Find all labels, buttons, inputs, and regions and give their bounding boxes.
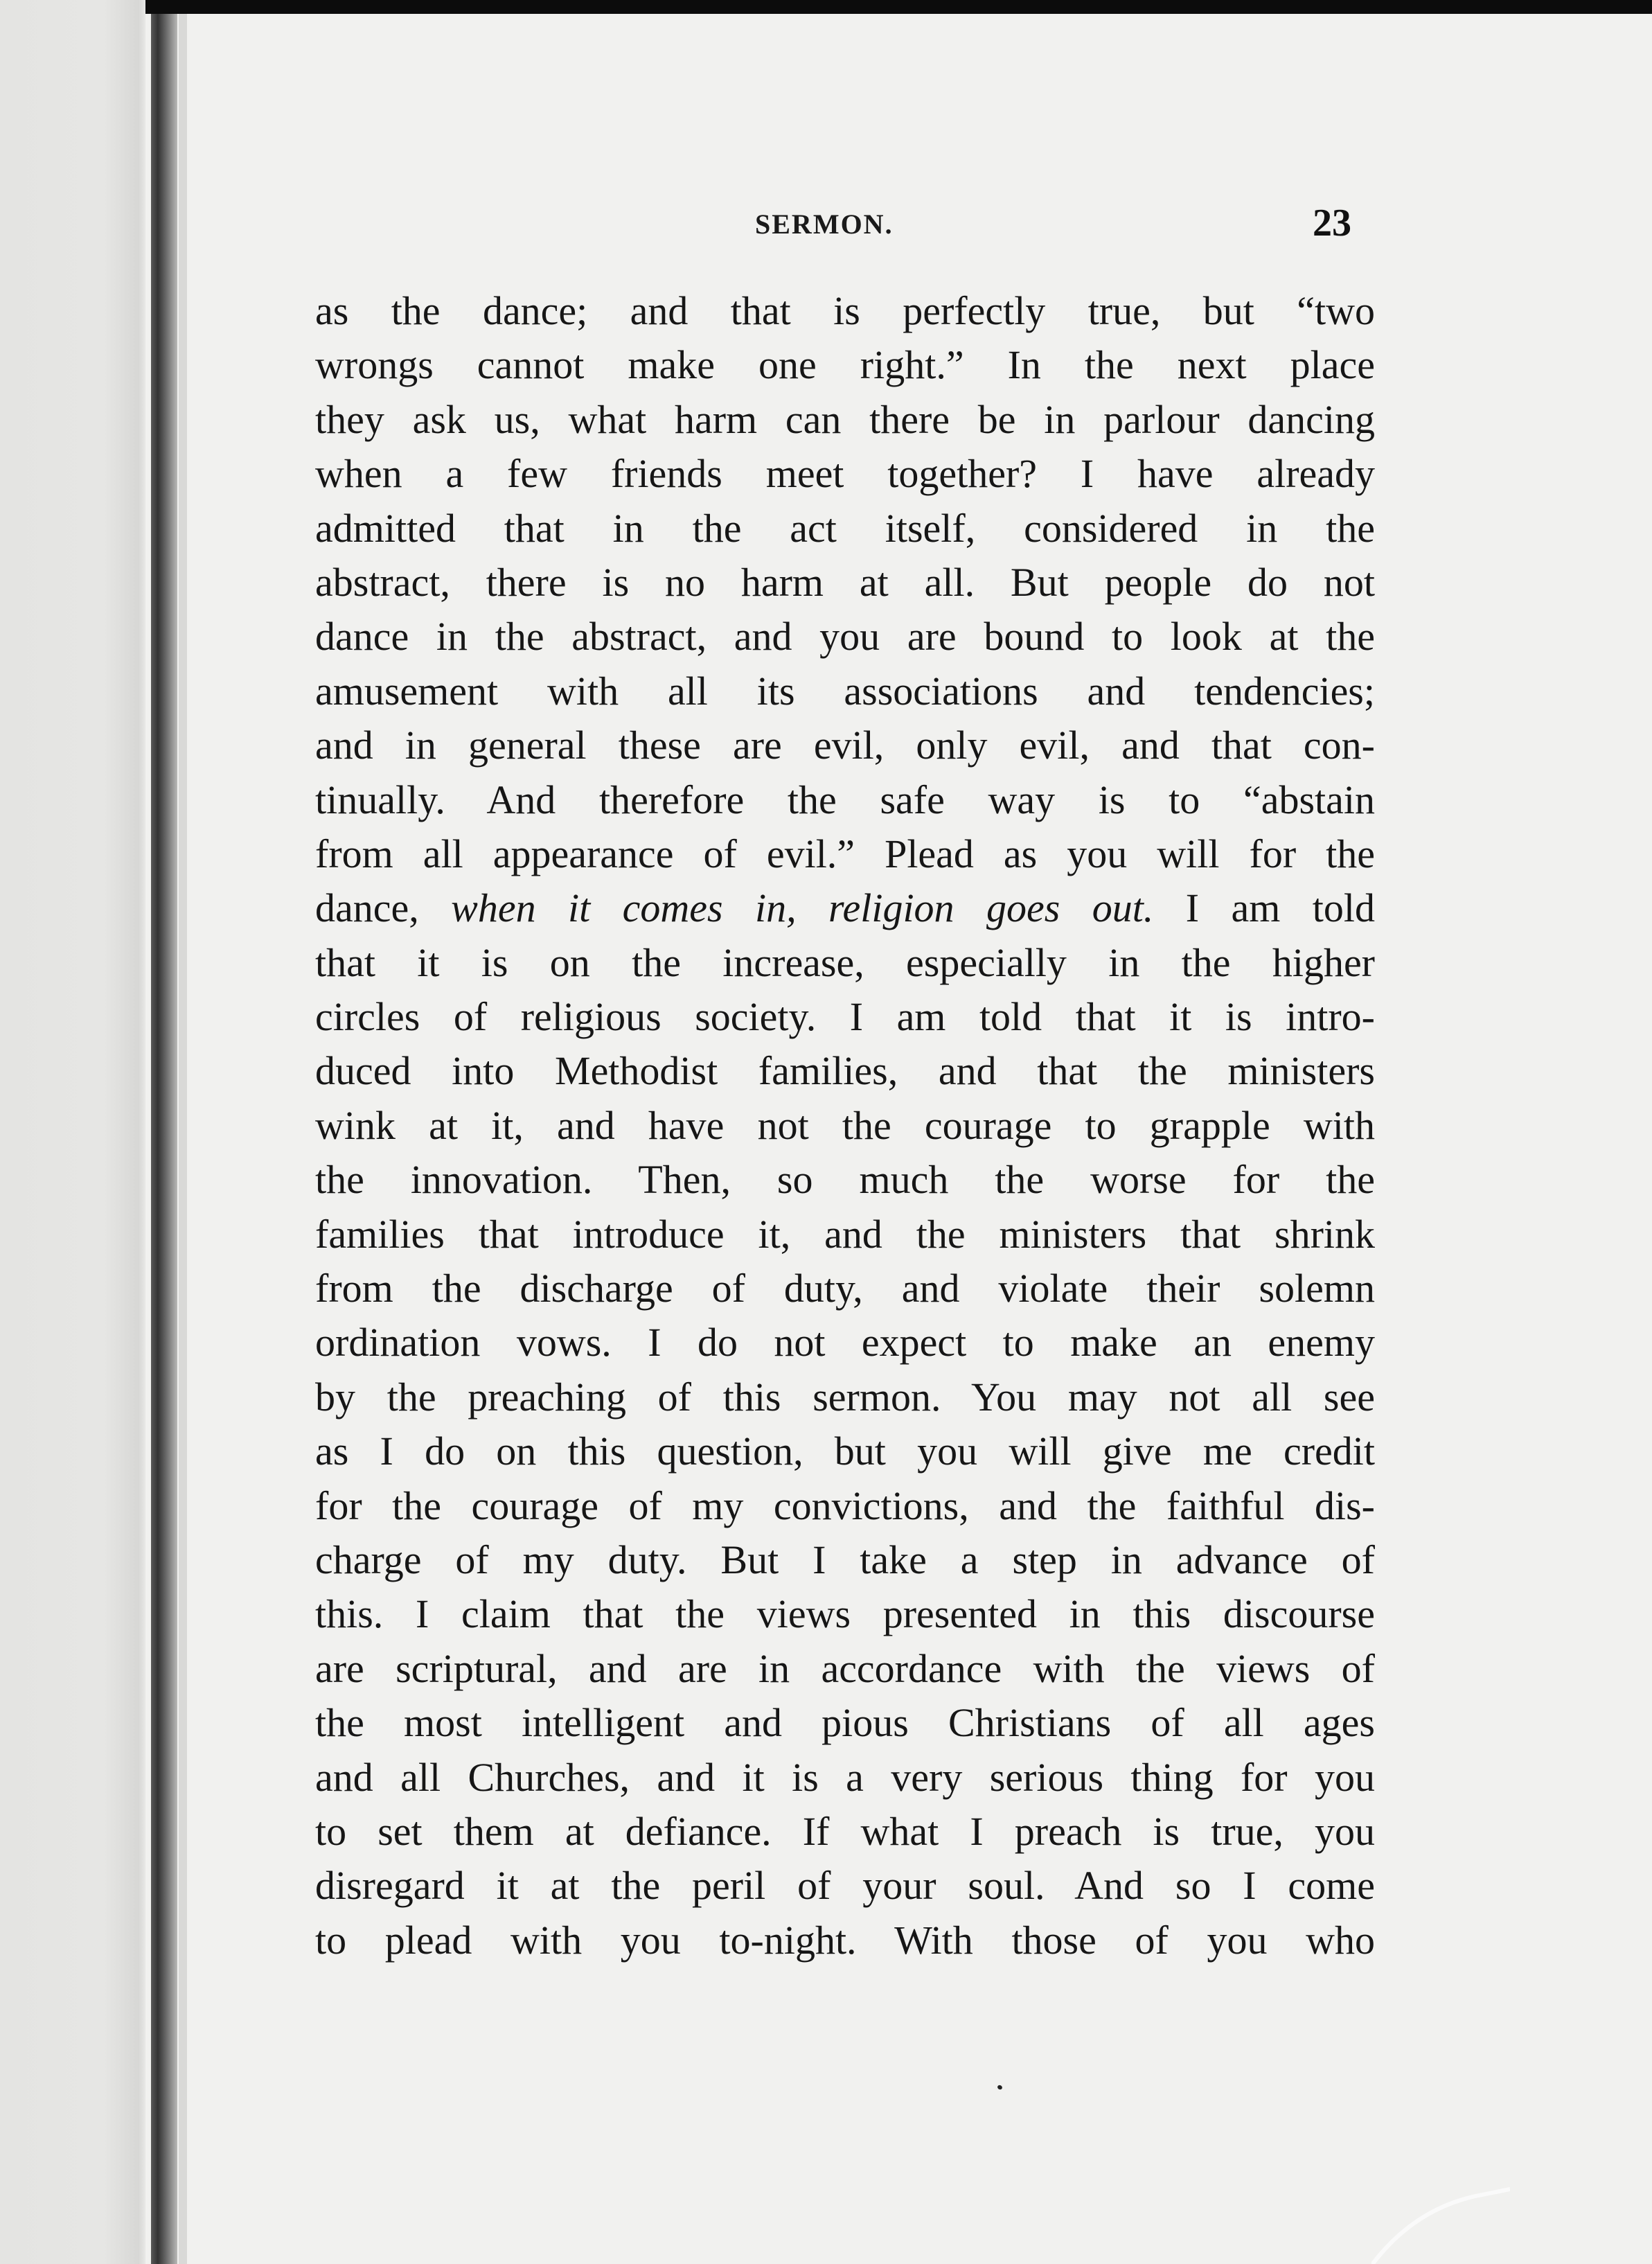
binding-shadow: [151, 14, 177, 2264]
scan-top-border: [0, 0, 1652, 14]
text-line: families that introduce it, and the ministers that shrink: [315, 1211, 1375, 1257]
text-line: ordination vows. I do not expect to make an enemy: [315, 1320, 1375, 1365]
text-line: for the courage of my convictions, and the faithful dis-: [315, 1483, 1375, 1528]
text-line: tinually. And therefore the safe way is to “abstain: [315, 777, 1375, 822]
text-line: amusement with all its associations and tendencies;: [315, 668, 1375, 714]
text-line: this. I claim that the views presented in this discourse: [315, 1591, 1375, 1637]
text-line: they ask us, what harm can there be in parlour dancing: [315, 396, 1375, 442]
text-line: as I do on this question, but you will give me credit: [315, 1429, 1375, 1474]
text-line: from the discharge of duty, and violate their solemn: [315, 1266, 1375, 1311]
text-line-mixed: [315, 881, 1375, 935]
text-line: charge of my duty. But I take a step in advance of: [315, 1537, 1375, 1582]
text-line: wink at it, and have not the courage to grapple with: [315, 1102, 1375, 1148]
text-line: are scriptural, and are in accordance with the views of: [315, 1645, 1375, 1691]
body-text: [315, 284, 1375, 1967]
page-number: 23: [1313, 202, 1351, 245]
text-line: from all appearance of evil.” Plead as you will for the: [315, 831, 1375, 876]
text-line: dance in the abstract, and you are bound to look at the: [315, 614, 1375, 660]
text-line: the most intelligent and pious Christians of all ages: [315, 1700, 1375, 1746]
text-line: when a few friends meet together? I have already: [315, 451, 1375, 497]
binding-edge: [179, 14, 187, 2264]
line-tail: I am told: [1153, 885, 1375, 931]
text-line: and all Churches, and it is a very serious thing for you: [315, 1754, 1375, 1800]
running-head: SERMON.: [755, 209, 894, 240]
text-line: by the preaching of this sermon. You may not all see: [315, 1374, 1375, 1420]
ink-speck: [997, 2085, 1003, 2091]
line-lead: dance,: [315, 885, 452, 931]
text-line: to plead with you to-night. With those of you who: [315, 1917, 1375, 1963]
page-corner-mark: [1371, 2168, 1510, 2264]
text-line: to set them at defiance. If what I preach is true, you: [315, 1808, 1375, 1854]
text-line: as the dance; and that is perfectly true, but “two: [315, 288, 1375, 333]
text-line: duced into Methodist families, and that the ministers: [315, 1048, 1375, 1094]
text-line: and in general these are evil, only evil, and that con-: [315, 723, 1375, 768]
text-line: that it is on the increase, especially in the higher: [315, 939, 1375, 985]
text-line: disregard it at the peril of your soul. And so I come: [315, 1863, 1375, 1909]
text-line: abstract, there is no harm at all. But people do not: [315, 559, 1375, 605]
text-line: admitted that in the act itself, considered in the: [315, 505, 1375, 551]
text-line: wrongs cannot make one right.” In the next place: [315, 342, 1375, 388]
page-gutter: [0, 0, 145, 2264]
text-line: circles of religious society. I am told that it is intro-: [315, 994, 1375, 1040]
italic-phrase: when it comes in, religion goes out.: [451, 885, 1154, 931]
text-line: the innovation. Then, so much the worse for the: [315, 1157, 1375, 1203]
